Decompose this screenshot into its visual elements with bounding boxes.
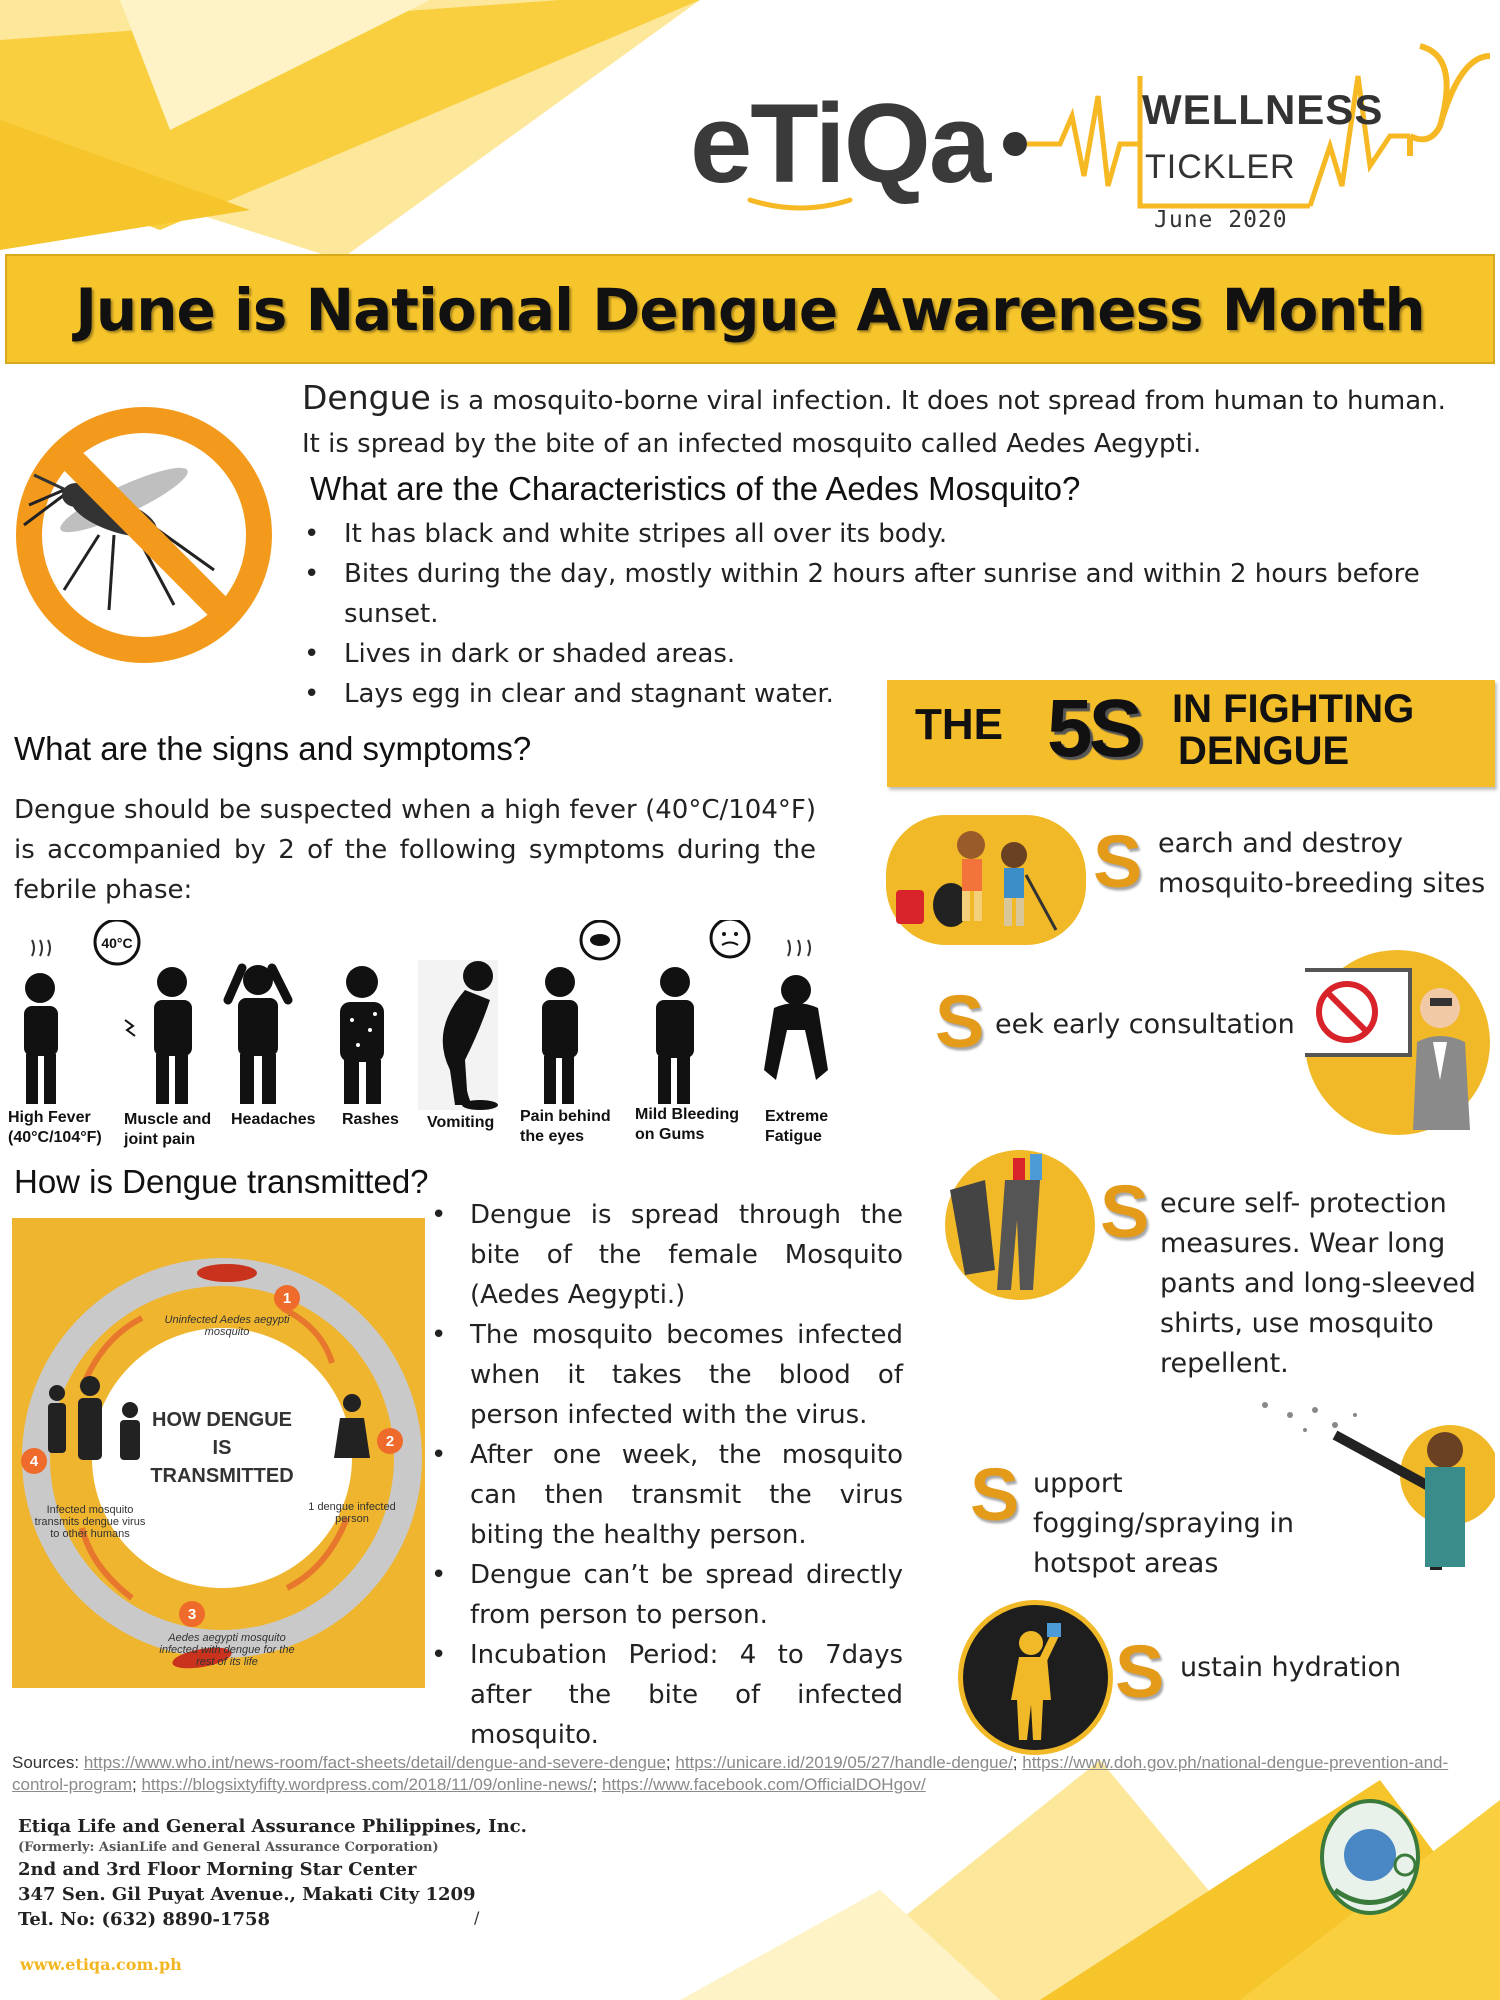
symptom-label-vomiting: Vomiting — [427, 1114, 495, 1131]
high-fever-icon — [24, 920, 139, 1104]
fives-in-fighting: IN FIGHTING — [1172, 687, 1415, 731]
fogging-illustration — [1245, 1395, 1495, 1570]
sources: Sources: https://www.who.int/news-room/fact-sheets/detail/dengue-and-severe-dengue; https://unicare.id/2019/05/27/handle-dengue/; https://www.doh.gov.ph/national-dengue-prevention-and-control-program; https://blogsixtyfifty.wordpress.com/2018/11/09/online-news/; https://www.facebook.com/OfficialDOHgov/ — [12, 1753, 1449, 1794]
source-link[interactable]: https://www.doh.gov.ph/national-dengue-prevention-and-control-program — [12, 1753, 1449, 1794]
fives-dengue: DENGUE — [1178, 729, 1350, 773]
title-banner — [5, 254, 1495, 364]
fives-title — [1172, 688, 1414, 772]
symptom-pictograms — [10, 920, 830, 1110]
address-line-1: 2nd and 3rd Floor Morning Star Center — [18, 1859, 417, 1880]
symptom-label-fever: High Fever (40°C/104°F) — [8, 1109, 102, 1146]
hydration-illustration — [958, 1600, 1113, 1755]
company-info — [18, 1815, 527, 1932]
list-item: • Lays egg in clear and stagnant water. — [302, 674, 1462, 714]
fever-bubble-text: 40°C — [101, 935, 133, 951]
footer-slash: / — [474, 1908, 480, 1927]
symptom-label-gums: Mild Bleeding on Gums — [635, 1106, 739, 1143]
diagram-center-title: HOW DENGUE IS TRANSMITTED — [150, 1409, 294, 1487]
intro-line2: It is spread by the bite of an infected mosquito called Aedes Aegypti. — [302, 429, 1202, 459]
fives-banner — [887, 680, 1495, 787]
diagram-step3: Aedes aegypti mosquito infected with dengue for the rest of its life — [159, 1632, 295, 1668]
diagram-step4: Infected mosquito transmits dengue virus to other humans — [34, 1504, 146, 1540]
sources-label: Sources: — [12, 1753, 84, 1772]
edition-date: June 2020 — [1154, 207, 1288, 233]
s-text-3: ecure self- protection measures. Wear long pants and long-sleeved shirts, use mosquito repellent. — [1160, 1188, 1476, 1379]
s-letter-3: S — [1100, 1170, 1150, 1253]
s-text-2: eek early consultation — [995, 1009, 1295, 1040]
wellness-seal-logo — [1310, 1795, 1430, 1920]
company-formerly: (Formerly: AsianLife and General Assurance Corporation) — [18, 1840, 439, 1855]
logo-smile-mark — [745, 196, 855, 216]
rashes-icon — [340, 966, 384, 1104]
list-item: • It has black and white stripes all over its body. — [302, 514, 1462, 554]
telephone: Tel. No: (632) 8890-1758 — [18, 1909, 271, 1930]
eye-pain-icon — [542, 921, 619, 1104]
list-item: • Lives in dark or shaded areas. — [302, 634, 1462, 674]
fives-5s: 5S — [1047, 683, 1140, 774]
list-item: • Dengue is spread through the bite of the female Mosquito (Aedes Aegypti.) — [425, 1195, 903, 1315]
source-link[interactable]: https://unicare.id/2019/05/27/handle-dengue/ — [675, 1753, 1013, 1772]
s-letter-4: S — [970, 1453, 1020, 1536]
intro-lead: Dengue — [302, 378, 431, 417]
company-name: Etiqa Life and General Assurance Philippines, Inc. — [18, 1816, 527, 1837]
step-number: 3 — [187, 1606, 197, 1623]
intro-line1: is a mosquito-borne viral infection. It does not spread from human to human. — [430, 386, 1446, 416]
website-link[interactable]: www.etiqa.com.ph — [20, 1955, 182, 1974]
tickler-label: TICKLER — [1145, 148, 1296, 186]
wellness-label: WELLNESS — [1142, 86, 1384, 133]
symptom-label-rashes: Rashes — [342, 1111, 399, 1128]
step-number: 1 — [282, 1290, 292, 1307]
s-text-5: ustain hydration — [1180, 1652, 1402, 1683]
symptoms-text: Dengue should be suspected when a high fever (40°C/104°F) is accompanied by 2 of the following symptoms during the febrile phase: — [14, 795, 816, 905]
page-title: June is National Dengue Awareness Month — [75, 276, 1425, 344]
diagram-step2: 1 dengue infected person — [308, 1501, 396, 1525]
muscle-pain-icon — [125, 967, 192, 1104]
characteristics-heading: What are the Characteristics of the Aedes Mosquito? — [310, 470, 1081, 507]
no-mosquito-icon — [4, 395, 274, 665]
transmission-heading: How is Dengue transmitted? — [14, 1163, 429, 1200]
list-item: • After one week, the mosquito can then transmit the virus biting the healthy person. — [425, 1435, 903, 1555]
intro-paragraph — [302, 376, 1487, 466]
top-left-decoration — [0, 0, 720, 260]
symptom-label-muscle: Muscle and joint pain — [124, 1111, 212, 1148]
symptoms-heading: What are the signs and symptoms? — [14, 730, 532, 767]
source-link[interactable]: https://www.facebook.com/OfficialDOHgov/ — [601, 1775, 926, 1794]
transmission-list — [425, 1195, 903, 1755]
source-link[interactable]: https://www.who.int/news-room/fact-sheets/detail/dengue-and-severe-dengue — [83, 1753, 666, 1772]
symptom-label-headache: Headaches — [231, 1111, 316, 1128]
list-item: • The mosquito becomes infected when it takes the blood of person infected with the virus. — [425, 1315, 903, 1435]
consultation-illustration — [1305, 950, 1490, 1135]
fatigue-icon — [764, 940, 828, 1080]
diagram-step1: Uninfected Aedes aegypti mosquito — [164, 1314, 290, 1338]
vomiting-icon — [418, 960, 498, 1110]
fives-the: THE — [915, 700, 1003, 749]
list-item: • Bites during the day, mostly within 2 hours after sunrise and within 2 hours before sunset. — [302, 554, 1462, 634]
s-letter-1: S — [1093, 820, 1143, 903]
etiqa-logo: eTiQa — [690, 81, 990, 206]
list-item: • Dengue can’t be spread directly from person to person. — [425, 1555, 903, 1635]
symptom-label-fatigue: Extreme Fatigue — [765, 1108, 829, 1145]
self-protection-illustration — [945, 1150, 1095, 1300]
s-text-4: upport fogging/spraying in hotspot areas — [1033, 1468, 1294, 1579]
transmission-diagram — [12, 1218, 425, 1688]
headache-icon — [228, 965, 288, 1104]
step-number: 2 — [385, 1433, 395, 1450]
symptom-label-eyes: Pain behind the eyes — [520, 1108, 611, 1145]
list-item: • Incubation Period: 4 to 7days after the bite of infected mosquito. — [425, 1635, 903, 1755]
s-text-1: earch and destroy mosquito-breeding sites — [1158, 828, 1486, 899]
s-letter-2: S — [935, 980, 985, 1063]
search-destroy-illustration — [886, 815, 1086, 945]
bleeding-gums-icon — [656, 920, 749, 1104]
source-link[interactable]: https://blogsixtyfifty.wordpress.com/2018/11/09/online-news/ — [141, 1775, 593, 1794]
step-number: 4 — [29, 1453, 39, 1470]
s-letter-5: S — [1115, 1630, 1165, 1713]
address-line-2: 347 Sen. Gil Puyat Avenue., Makati City 1209 — [18, 1884, 476, 1905]
